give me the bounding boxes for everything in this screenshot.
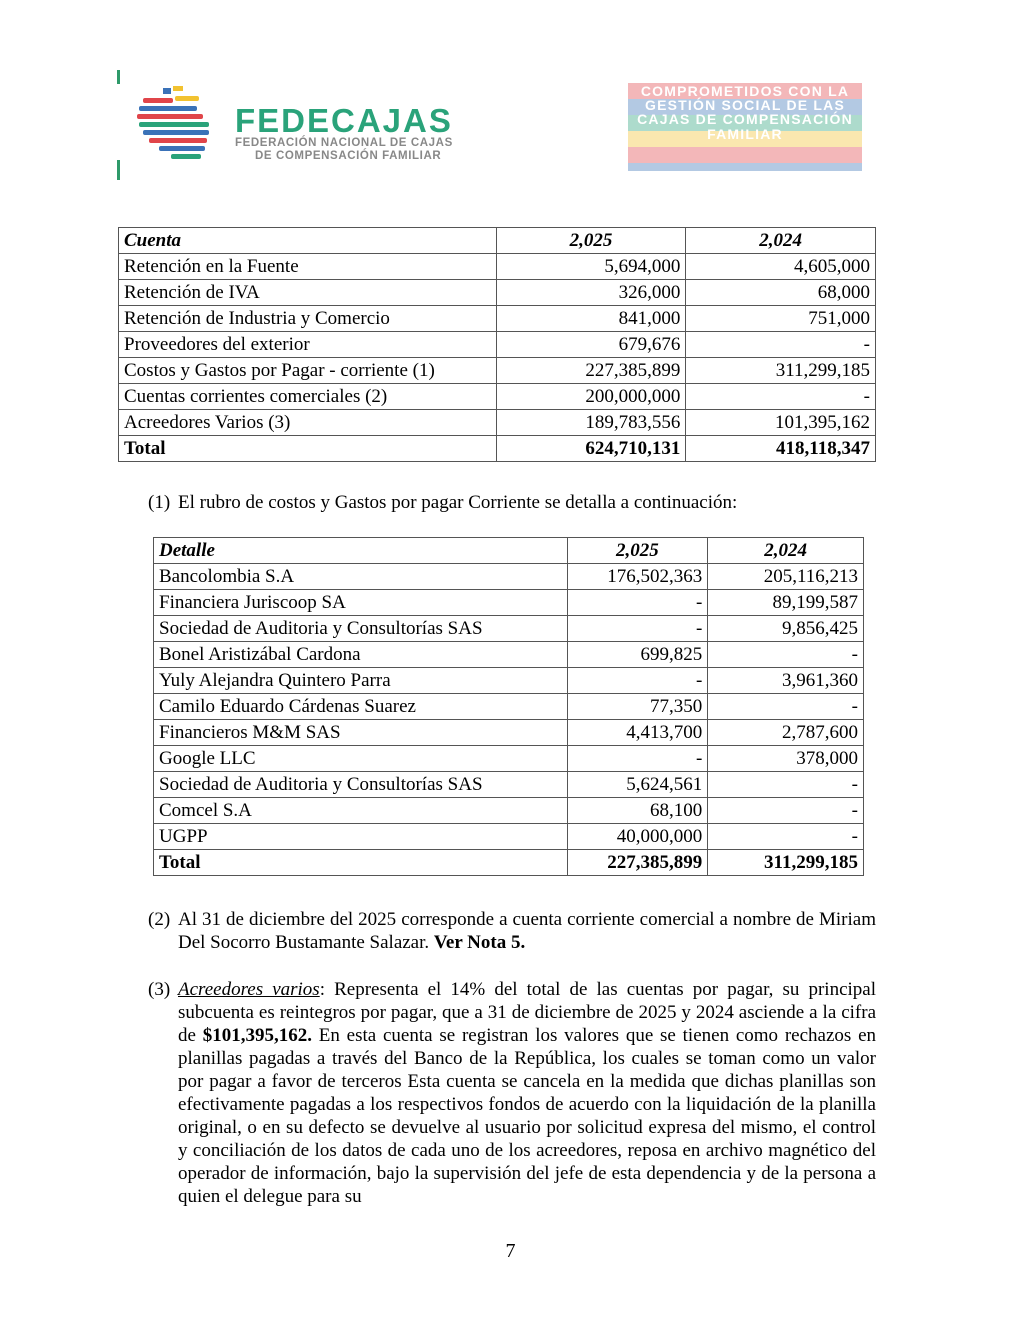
value-2024: - — [686, 332, 876, 358]
value-2024: 311,299,185 — [686, 358, 876, 384]
value-2025: 841,000 — [496, 306, 686, 332]
value-2024: - — [708, 772, 864, 798]
table-row — [154, 590, 864, 616]
header-cell: 2,025 — [567, 538, 708, 564]
total-label: Total — [119, 436, 497, 462]
value-2025: 4,413,700 — [567, 720, 708, 746]
value-2024: 4,605,000 — [686, 254, 876, 280]
account-name: Retención de IVA — [119, 280, 497, 306]
table-row — [154, 668, 864, 694]
table-total-row — [119, 436, 876, 462]
header-cell: 2,025 — [496, 228, 686, 254]
total-2025: 624,710,131 — [496, 436, 686, 462]
table-row — [154, 798, 864, 824]
value-2024: - — [708, 824, 864, 850]
value-2025: - — [567, 668, 708, 694]
value-2025: 5,624,561 — [567, 772, 708, 798]
value-2025: 176,502,363 — [567, 564, 708, 590]
value-2024: 3,961,360 — [708, 668, 864, 694]
table-row — [154, 746, 864, 772]
detail-table — [153, 537, 864, 876]
account-name: Proveedores del exterior — [119, 332, 497, 358]
note-3-body-a: : Representa el 14% del total de las cuentas por pagar, su principal subcuenta es reintegros por pagar, que a 31 de diciembre de 2025 y 2024 asciende a la cifra de — [178, 979, 876, 1046]
fedecajas-logo — [135, 84, 505, 164]
note-2-number: (2) — [148, 909, 171, 930]
account-name: Costos y Gastos por Pagar - corriente (1) — [119, 358, 497, 384]
note-3-title: Acreedores varios — [178, 979, 320, 1000]
table-row — [119, 410, 876, 436]
value-2024: - — [686, 384, 876, 410]
account-name: Retención en la Fuente — [119, 254, 497, 280]
header-cell: 2,024 — [686, 228, 876, 254]
margin-mark-bottom — [117, 160, 120, 180]
brand-subtitle-2: DE COMPENSACIÓN FAMILIAR — [255, 150, 442, 162]
table-row — [154, 824, 864, 850]
value-2024: 101,395,162 — [686, 410, 876, 436]
value-2024: 378,000 — [708, 746, 864, 772]
account-name: Acreedores Varios (3) — [119, 410, 497, 436]
table-header-row — [119, 228, 876, 254]
value-2025: 679,676 — [496, 332, 686, 358]
detail-name: Camilo Eduardo Cárdenas Suarez — [154, 694, 568, 720]
value-2025: 5,694,000 — [496, 254, 686, 280]
account-name: Retención de Industria y Comercio — [119, 306, 497, 332]
detail-name: Yuly Alejandra Quintero Parra — [154, 668, 568, 694]
table-total-row — [154, 850, 864, 876]
detail-name: Sociedad de Auditoria y Consultorías SAS — [154, 772, 568, 798]
table-row — [119, 280, 876, 306]
table-row — [154, 642, 864, 668]
colombia-map-icon — [135, 84, 235, 164]
value-2025: 189,783,556 — [496, 410, 686, 436]
detail-name: Financieros M&M SAS — [154, 720, 568, 746]
margin-mark-top — [117, 70, 120, 84]
total-label: Total — [154, 850, 568, 876]
page-number: 7 — [505, 1240, 516, 1262]
value-2025: - — [567, 590, 708, 616]
note-3-text — [178, 978, 876, 1208]
value-2024: - — [708, 798, 864, 824]
value-2024: 89,199,587 — [708, 590, 864, 616]
detail-name: Comcel S.A — [154, 798, 568, 824]
value-2025: 699,825 — [567, 642, 708, 668]
value-2024: 68,000 — [686, 280, 876, 306]
note-1-text: El rubro de costos y Gastos por pagar Corriente se detalla a continuación: — [178, 492, 738, 513]
detail-name: Bancolombia S.A — [154, 564, 568, 590]
slogan-text: COMPROMETIDOS CON LA GESTIÓN SOCIAL DE LAS CAJAS DE COMPENSACIÓN FAMILIAR — [637, 83, 853, 142]
header-cell: 2,024 — [708, 538, 864, 564]
value-2025: 68,100 — [567, 798, 708, 824]
note-2-body: Al 31 de diciembre del 2025 corresponde a cuenta corriente comercial a nombre de Miriam Del Socorro Bustamante Salazar. — [178, 909, 876, 953]
note-3-number: (3) — [148, 979, 171, 1000]
table-row — [154, 616, 864, 642]
table-row — [154, 694, 864, 720]
table-row — [154, 720, 864, 746]
value-2024: - — [708, 642, 864, 668]
detail-name: Financiera Juriscoop SA — [154, 590, 568, 616]
note-1-number: (1) — [148, 492, 171, 513]
table-row — [154, 564, 864, 590]
account-name: Cuentas corrientes comerciales (2) — [119, 384, 497, 410]
total-2025: 227,385,899 — [567, 850, 708, 876]
value-2025: - — [567, 746, 708, 772]
table-row — [154, 772, 864, 798]
value-2025: 200,000,000 — [496, 384, 686, 410]
value-2024: 9,856,425 — [708, 616, 864, 642]
accounts-table — [118, 227, 876, 462]
detail-name: Sociedad de Auditoria y Consultorías SAS — [154, 616, 568, 642]
note-3-body-b: En esta cuenta se registran los valores que se tienen como rechazos en planillas pagadas a través del Banco de la República, los cuales se toman como un valor por pagar a favor de terceros Esta cuenta se cancela en la medida que dichas planillas son efectivamente pagadas a los respectivos fondos de acuerdo con la liquidación de la planilla original, o en su defecto se devuelve al usuario por solicitud expresa del mismo, el control y conciliación de los datos de cada uno de los acreedores, reposa en archivo magnético del operador de información, bajo la supervisión del jefe de esta dependencia y de la persona a quien el delegue para su — [178, 1025, 877, 1207]
slogan-banner — [628, 83, 862, 171]
header-cell: Detalle — [154, 538, 568, 564]
note-3-amount: $101,395,162. — [202, 1025, 312, 1046]
value-2024: - — [708, 694, 864, 720]
value-2025: 326,000 — [496, 280, 686, 306]
detail-name: Bonel Aristizábal Cardona — [154, 642, 568, 668]
value-2025: 40,000,000 — [567, 824, 708, 850]
value-2025: 77,350 — [567, 694, 708, 720]
brand-name: FEDECAJAS — [235, 102, 453, 139]
table-row — [119, 306, 876, 332]
header-cell: Cuenta — [119, 228, 497, 254]
note-2-text — [178, 908, 876, 954]
brand-subtitle-1: FEDERACIÓN NACIONAL DE CAJAS — [235, 137, 453, 149]
table-row — [119, 332, 876, 358]
table-row — [119, 254, 876, 280]
detail-name: UGPP — [154, 824, 568, 850]
note-2-reference: Ver Nota 5. — [433, 932, 526, 953]
value-2024: 205,116,213 — [708, 564, 864, 590]
value-2024: 751,000 — [686, 306, 876, 332]
table-row — [119, 384, 876, 410]
total-2024: 418,118,347 — [686, 436, 876, 462]
table-row — [119, 358, 876, 384]
value-2025: - — [567, 616, 708, 642]
value-2025: 227,385,899 — [496, 358, 686, 384]
value-2024: 2,787,600 — [708, 720, 864, 746]
total-2024: 311,299,185 — [708, 850, 864, 876]
table-header-row — [154, 538, 864, 564]
detail-name: Google LLC — [154, 746, 568, 772]
